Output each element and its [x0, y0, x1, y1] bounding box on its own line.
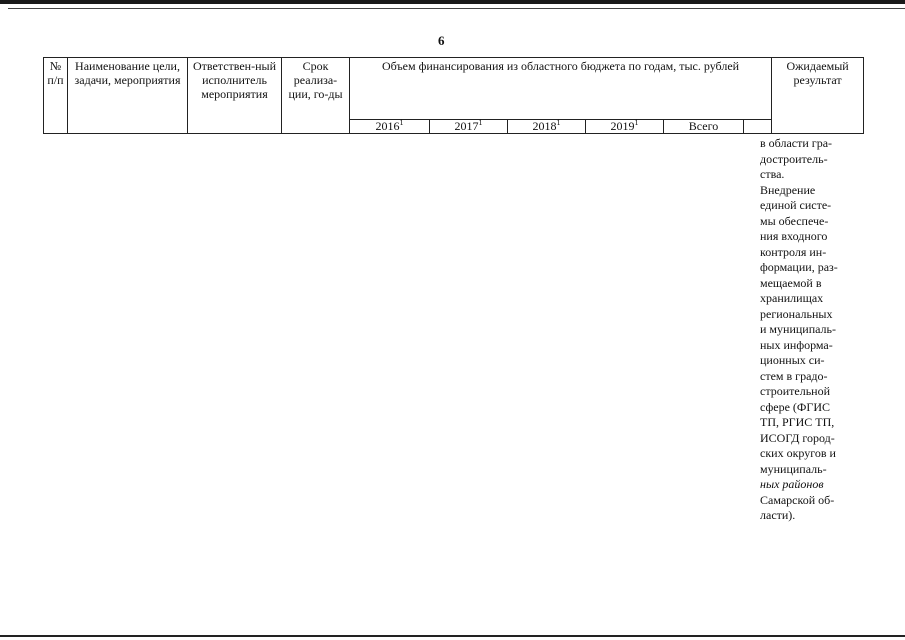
col-no-header: № п/п	[44, 58, 68, 134]
result-line: Самарской об-	[760, 492, 835, 507]
result-line: ных районов	[760, 477, 824, 491]
year-blank	[744, 120, 772, 134]
header-table	[43, 57, 864, 134]
result-line: ния входного	[760, 229, 828, 243]
result-line: ласти).	[760, 508, 796, 522]
top-border-thin	[8, 8, 905, 9]
result-line: и муниципаль-	[760, 322, 837, 336]
page-number: 6	[438, 33, 445, 48]
result-line: сфере (ФГИС	[760, 399, 830, 414]
result-line: ства.	[760, 167, 785, 181]
result-line: ских округов и	[760, 446, 836, 460]
result-line: ных информа-	[760, 337, 833, 352]
year-2017: 2017$^1$	[430, 120, 508, 134]
result-line: региональных	[760, 306, 833, 321]
result-line: мещаемой в	[760, 275, 822, 290]
result-line: контроля ин-	[760, 244, 827, 259]
year-2018: 2018$^1$	[508, 120, 586, 134]
year-2016: 2016$^1$	[350, 120, 430, 134]
result-line: мы обеспече-	[760, 213, 829, 228]
year-total: Всего	[664, 120, 744, 134]
col-funding-header: Объем финансирования из областного бюджета по годам, тыс. рублей	[350, 58, 772, 120]
col-responsible-header: Ответствен-ный исполнитель мероприятия	[188, 58, 282, 134]
result-line: достроитель-	[760, 151, 828, 166]
result-line: стем в градо-	[760, 368, 828, 383]
year-2019: 2019$^1$	[586, 120, 664, 134]
result-line: строительной	[760, 384, 831, 398]
result-line: муниципаль-	[760, 461, 827, 476]
result-line: ТП, РГИС ТП,	[760, 415, 835, 429]
col-name-header: Наименование цели, задачи, мероприятия	[68, 58, 188, 134]
result-line: формации, раз-	[760, 260, 838, 274]
result-line: в области гра-	[760, 136, 833, 150]
col-result-header: Ожидаемый результат	[772, 58, 864, 134]
expected-result-text	[760, 136, 858, 524]
top-border	[0, 0, 905, 4]
col-term-header: Срок реализа-ции, го-ды	[282, 58, 350, 134]
result-line: хранилищах	[760, 291, 824, 305]
bottom-border	[0, 635, 905, 637]
result-line: ИСОГД город-	[760, 430, 835, 445]
result-line: единой систе-	[760, 198, 832, 212]
result-line: ционных си-	[760, 353, 825, 367]
result-line: Внедрение	[760, 182, 816, 197]
